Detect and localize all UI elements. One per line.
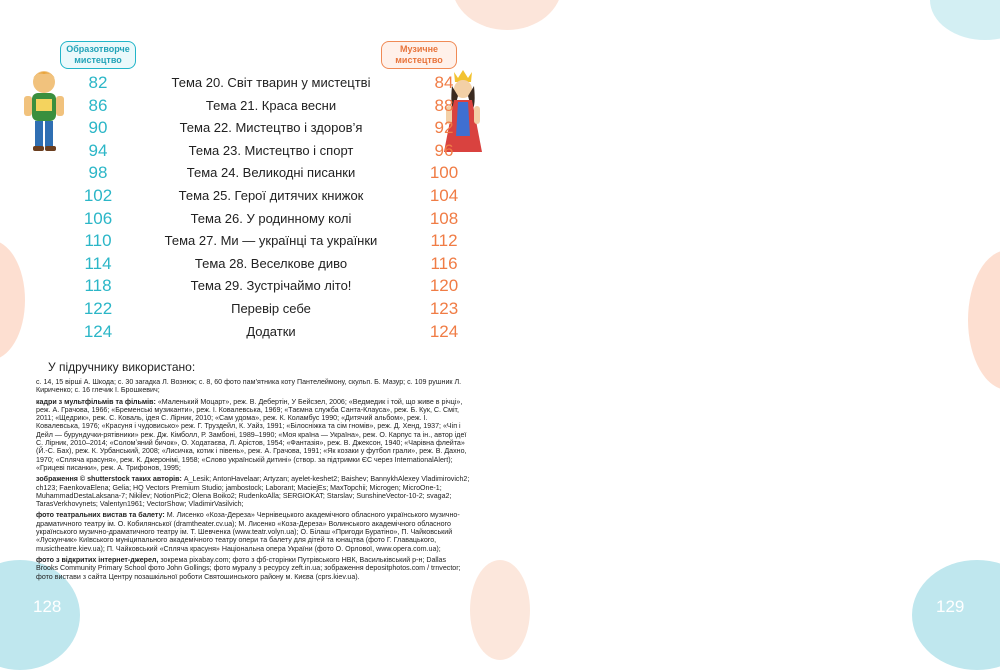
art-page-number: 98 <box>88 163 108 183</box>
music-page-number: 116 <box>430 253 458 273</box>
music-page-number: 112 <box>430 231 458 251</box>
music-page-number: 108 <box>429 208 459 228</box>
toc-row[interactable] <box>60 95 480 118</box>
art-page-number: 82 <box>88 73 108 92</box>
credits-paragraph <box>36 378 470 395</box>
music-page-number: 124 <box>429 321 459 341</box>
music-page-number: 120 <box>429 276 459 296</box>
credits-paragraph <box>36 511 470 552</box>
credits-text: с. 14, 15 вірші А. Шкода; с. 30 загадка Л. Вознюк; с. 8, 60 фото пам’ятника коту Пантелеймону, скульп. Б. Мазур; с. 109 рушник Л. Кириченко; с. 16 глечик І. Брошкевич; <box>36 378 462 395</box>
credits-text: М. Лисенко «Коза-Дереза» Чернівецького академічного обласного українського музично-драматичного театру ім. О. Кобилянської (dramtheater.cv.ua); М. Лисенко «Коза-Дереза» Волинського академічного обласного українського музично-драматичного театру ім. Т. Шевченка (www.teatr.volyn.ua); О. Білаш «Пригоди Буратіно», П. Чайковський «Лускунчик» Київського муніципального академічного театру опери та балету для дітей та юнацтва (фото Г. Главацького, musictheatre.kiev.ua); П. Чайковський «Спляча красуня» Національна опера України (фото О. Орлової, www.opera.com.ua); <box>36 511 460 553</box>
art-page-number: 114 <box>84 253 112 273</box>
credits-paragraph <box>36 556 470 581</box>
music-section-badge: Музичне мистецтво <box>381 41 457 69</box>
toc-row[interactable] <box>60 275 480 298</box>
table-of-contents <box>60 72 480 343</box>
topic-title: Тема 29. Зустрічаймо літо! <box>190 278 352 294</box>
decor-blob-right-mid <box>968 250 1000 390</box>
page-number-left: 128 <box>33 597 62 616</box>
topic-title: Тема 28. Веселкове диво <box>194 255 348 271</box>
topic-title: Тема 22. Мистецтво і здоров’я <box>179 120 363 136</box>
topic-title: Тема 24. Великодні писанки <box>186 165 356 181</box>
topic-title: Додатки <box>246 323 296 339</box>
topic-title: Перевір себе <box>231 300 311 316</box>
music-page-number: 100 <box>429 163 459 183</box>
art-page-number: 118 <box>84 276 112 296</box>
art-section-badge: Образотворче мистецтво <box>60 41 136 69</box>
decor-blob-left-mid <box>0 240 25 360</box>
music-page-number: 84 <box>434 73 454 92</box>
topic-title: Тема 23. Мистецтво і спорт <box>188 142 354 158</box>
art-page-number: 110 <box>84 231 112 251</box>
art-page-number: 90 <box>88 118 108 138</box>
toc-row[interactable] <box>60 230 480 253</box>
topic-title: Тема 21. Краса весни <box>205 97 337 113</box>
art-page-number: 106 <box>83 208 113 228</box>
topic-title: Тема 25. Герої дитячих книжок <box>178 187 364 203</box>
credits-paragraph <box>36 475 470 508</box>
music-page-number: 88 <box>434 95 454 115</box>
music-page-number: 123 <box>429 298 459 318</box>
credits-paragraph <box>36 398 470 473</box>
toc-row[interactable] <box>60 185 480 208</box>
topic-title: Тема 27. Ми — українці та українки <box>164 233 378 249</box>
credits-block <box>36 378 470 584</box>
toc-row[interactable] <box>60 321 480 344</box>
art-page-number: 102 <box>83 185 113 205</box>
toc-row[interactable] <box>60 162 480 185</box>
art-page-number: 124 <box>83 321 113 341</box>
music-page-number: 104 <box>429 185 459 205</box>
toc-row[interactable] <box>60 117 480 140</box>
credits-label: фото театральних вистав та балету: <box>36 511 165 520</box>
credits-label: зображення © shutterstock таких авторів: <box>36 475 182 484</box>
art-page-number: 94 <box>88 140 108 160</box>
art-page-number: 86 <box>88 95 108 115</box>
credits-text: зокрема pixabay.com; фото з фб-сторінки Путрівського НВК, Васильківський р-н; Dallas Brooks Community Primary School фото John Gollings; фото муралу з ресурсу zeft.in.ua; зображення depositphotos.com / trnvector; фото вистави з сайта Центру позашкільної роботи Святошинського району м. Києва (cprs.kiev.ua). <box>36 555 461 581</box>
toc-row[interactable] <box>60 208 480 231</box>
decor-blob-top-center <box>452 0 562 30</box>
page-number-right: 129 <box>936 597 965 616</box>
toc-row[interactable] <box>60 253 480 276</box>
toc-row[interactable] <box>60 140 480 163</box>
credits-text: A_Lesik; AntonHavelaar; Artyzan; ayelet-keshet2; Baishev; BannykhAlexey Vladimirovich2; ch123; FaenkovaElena; Gelia; HQ Vectors Premium Studio; jambostock; Laborant; MaciejEs; MaxTopchii; Microgen; MicroOne-1; MuhammadDestaLaksana-7; Nikilev; NotionPic2; Olena Boiko2; RudenkoAlla; SERGIOKAT; Starslav; SunshineVector-10-2; svaga2; TarasVerkhovynets; Valentyn1961; VectorShow; VladimirVasilvich; <box>36 475 470 509</box>
topic-title: Тема 26. У родинному колі <box>190 210 352 226</box>
music-page-number: 92 <box>434 118 454 138</box>
topic-title: Тема 20. Світ тварин у мистецтві <box>171 75 371 90</box>
toc-row[interactable] <box>60 72 480 95</box>
decor-blob-bottom-center <box>470 560 530 660</box>
credits-label: фото з відкритих інтернет-джерел, <box>36 555 159 564</box>
used-materials-heading: У підручнику використано: <box>48 360 196 374</box>
decor-blob-top-right <box>930 0 1000 40</box>
music-page-number: 96 <box>434 140 454 160</box>
art-page-number: 122 <box>83 298 113 318</box>
toc-row[interactable] <box>60 298 480 321</box>
credits-text: «Маленький Моцарт», реж. В. Дебертін, У Бейсзел, 2006; «Ведмедик і той, що живе в річці», реж. А. Грачова, 1966; «Бременські музиканти», реж. І. Ковалевська, 1969; «Таємна служба Санта-Клауса», реж. Б. Кук, С. Сміт, 2011; «Щедрик», реж. С. Коваль, ідея С. Лірник, 2010; «Сам удома», реж. К. Коламбус 1990; «Дитячий альбом», реж. І. Ковалевська, 1976; «Красуня і чудовисько» реж. Г. Труздейл, К. Уайз, 1991; «Білосніжка та сім гномів», реж. Д. Хенд, 1937; «Чіп і Дейл — бурундучки-рятівники» реж. Дж. Кімболл, Р. Замбоні, 1989–1990; «Моя країна — Україна», реж. О. Карпус та ін., автор ідеї С. Лірник, 2010–2014; «Соломʼяний бичок», О. Ходатаєва, Л. Арістов, 1954; «Фантазія», реж. В. Джексон, 1940; «Чарівна флейта» (Й.-С. Бах), реж. К. Урбанський, 2008; «Лисичка, котик і півень», реж. А. Грачова, 1991; «Як козаки у футбол грали», реж. В. Дахно, 1970; «Сплячa красуня», реж. К. Джеронімі, 1958; «Слово українській дитині» (створ. за підтримки ЄС через InternationalAlert); «Грицеві писанки», реж. А. Трифонов, 1995; <box>36 397 467 472</box>
credits-label: кадри з мультфільмів та фільмів: <box>36 397 156 406</box>
